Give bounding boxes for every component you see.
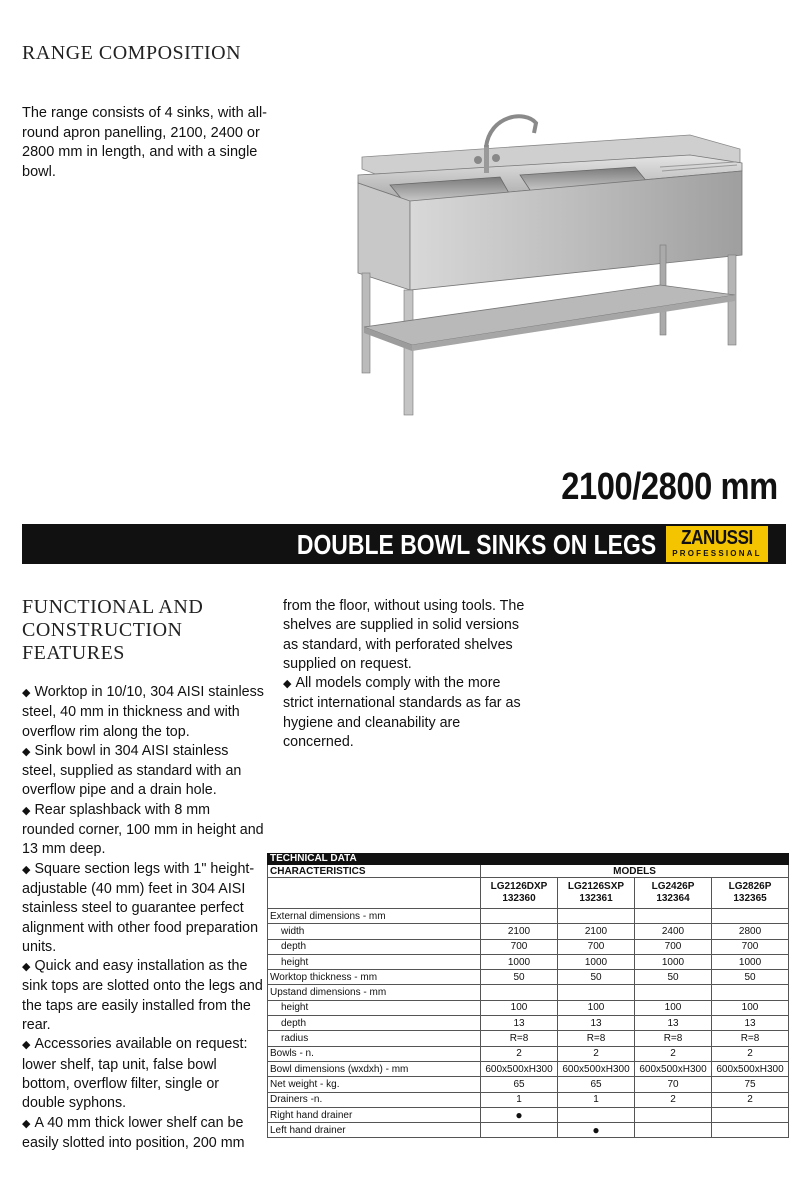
features-column-right xyxy=(283,597,528,752)
model-cell: LG2426P 132364 xyxy=(635,878,712,909)
value-cell: 2100 xyxy=(481,924,558,939)
table-row xyxy=(268,1107,789,1122)
table-row xyxy=(268,1061,789,1076)
value-cell: 2 xyxy=(712,1046,789,1061)
value-cell xyxy=(712,1123,789,1138)
value-cell xyxy=(635,985,712,1000)
sink-product-image xyxy=(350,105,760,425)
value-cell: 13 xyxy=(481,1016,558,1031)
row-label: Worktop thickness - mm xyxy=(268,970,481,985)
value-cell: 65 xyxy=(558,1077,635,1092)
value-cell xyxy=(558,985,635,1000)
diamond-icon: ◆ xyxy=(22,863,31,876)
row-label: depth xyxy=(268,1016,481,1031)
feature-item: ◆ All models comply with the more strict international standards as far as hygiene and cleanability are concerned. xyxy=(283,675,521,751)
diamond-icon: ◆ xyxy=(22,961,31,974)
feature-item: ◆ Quick and easy installation as the sink tops are slotted onto the legs and the taps are easily installed from the rear. xyxy=(22,958,263,1034)
table-row xyxy=(268,954,789,969)
technical-data-table xyxy=(267,853,789,1138)
logo-subtext: PROFESSIONAL xyxy=(672,549,762,558)
value-cell: 1000 xyxy=(481,954,558,969)
value-cell: 1000 xyxy=(712,954,789,969)
value-cell: 700 xyxy=(712,939,789,954)
value-cell: 13 xyxy=(712,1016,789,1031)
value-cell: 2800 xyxy=(712,924,789,939)
diamond-icon: ◆ xyxy=(22,1117,31,1130)
feature-item: ◆ Accessories available on request: lower shelf, tap unit, false bowl bottom, overflow filter, single or double syphons. xyxy=(22,1036,248,1112)
characteristics-header: CHARACTERISTICS xyxy=(268,865,481,878)
product-title: DOUBLE BOWL SINKS ON LEGS xyxy=(296,529,656,560)
model-cell: LG2126DXP 132360 xyxy=(481,878,558,909)
feature-item: ◆ Square section legs with 1" height-adjustable (40 mm) feet in 304 AISI stainless steel to guarantee perfect alignment with other food preparation units. xyxy=(22,860,259,955)
value-cell: 2100 xyxy=(558,924,635,939)
value-cell: 13 xyxy=(635,1016,712,1031)
size-range-title: 2100/2800 mm xyxy=(561,466,778,508)
value-cell: 2 xyxy=(712,1092,789,1107)
model-cell: LG2126SXP 132361 xyxy=(558,878,635,909)
value-cell: 50 xyxy=(558,970,635,985)
value-cell xyxy=(558,1107,635,1122)
row-label: width xyxy=(268,924,481,939)
value-cell: 1 xyxy=(558,1092,635,1107)
features-column-left xyxy=(22,683,264,1153)
value-cell: 2 xyxy=(635,1092,712,1107)
value-cell xyxy=(635,1107,712,1122)
diamond-icon: ◆ xyxy=(22,745,31,758)
value-cell: 50 xyxy=(635,970,712,985)
table-row xyxy=(268,985,789,1000)
value-cell: 600x500xH300 xyxy=(558,1061,635,1076)
value-cell: 2400 xyxy=(635,924,712,939)
row-label: Left hand drainer xyxy=(268,1123,481,1138)
row-label: Upstand dimensions - mm xyxy=(268,985,481,1000)
value-cell: 2 xyxy=(481,1046,558,1061)
value-cell: 2 xyxy=(635,1046,712,1061)
value-cell: 65 xyxy=(481,1077,558,1092)
row-label: External dimensions - mm xyxy=(268,909,481,924)
row-label: Drainers -n. xyxy=(268,1092,481,1107)
row-label: radius xyxy=(268,1031,481,1046)
diamond-icon: ◆ xyxy=(22,804,31,817)
diamond-icon: ◆ xyxy=(22,1039,31,1052)
features-title: FUNCTIONAL AND CONSTRUCTION FEATURES xyxy=(22,596,204,664)
table-row xyxy=(268,1092,789,1107)
value-cell: 100 xyxy=(481,1000,558,1015)
feature-item: ◆ Sink bowl in 304 AISI stainless steel, supplied as standard with an overflow pipe and a drain hole. xyxy=(22,742,242,799)
value-cell: 600x500xH300 xyxy=(712,1061,789,1076)
feature-continuation: from the floor, without using tools. The shelves are supplied in solid versions as standard, with perforated shelves supplied on request. xyxy=(283,598,525,672)
table-row xyxy=(268,1046,789,1061)
range-composition-title: RANGE COMPOSITION xyxy=(22,42,242,64)
value-cell: 70 xyxy=(635,1077,712,1092)
row-label: height xyxy=(268,954,481,969)
range-composition-text: The range consists of 4 sinks, with all-round apron panelling, 2100, 2400 or 2800 mm in length, and with a single bowl. xyxy=(22,105,267,180)
value-cell: 1 xyxy=(481,1092,558,1107)
table-row xyxy=(268,1016,789,1031)
value-cell: 600x500xH300 xyxy=(481,1061,558,1076)
table-row xyxy=(268,909,789,924)
value-cell xyxy=(481,909,558,924)
technical-data-body xyxy=(268,909,789,1138)
value-cell: 13 xyxy=(558,1016,635,1031)
value-cell: 50 xyxy=(712,970,789,985)
diamond-icon: ◆ xyxy=(283,678,292,691)
drainer-dot-cell: ● xyxy=(481,1107,558,1122)
value-cell: 600x500xH300 xyxy=(635,1061,712,1076)
value-cell: 2 xyxy=(558,1046,635,1061)
value-cell: 700 xyxy=(481,939,558,954)
product-title-band xyxy=(22,524,786,564)
value-cell xyxy=(712,1107,789,1122)
zanussi-logo xyxy=(666,526,768,562)
logo-text: ZANUSSI xyxy=(681,527,753,549)
value-cell: R=8 xyxy=(558,1031,635,1046)
table-row xyxy=(268,1031,789,1046)
value-cell: R=8 xyxy=(635,1031,712,1046)
row-label: height xyxy=(268,1000,481,1015)
value-cell: 700 xyxy=(558,939,635,954)
row-label: Bowls - n. xyxy=(268,1046,481,1061)
models-header: MODELS xyxy=(481,865,789,878)
value-cell: R=8 xyxy=(481,1031,558,1046)
value-cell xyxy=(558,909,635,924)
row-label: Net weight - kg. xyxy=(268,1077,481,1092)
table-row xyxy=(268,924,789,939)
diamond-icon: ◆ xyxy=(22,687,31,699)
feature-item: ◆ A 40 mm thick lower shelf can be easily slotted into position, 200 mm xyxy=(22,1114,245,1151)
table-header-row xyxy=(268,865,789,878)
table-row xyxy=(268,1077,789,1092)
table-row xyxy=(268,1000,789,1015)
value-cell: 700 xyxy=(635,939,712,954)
row-label: Bowl dimensions (wxdxh) - mm xyxy=(268,1061,481,1076)
value-cell: 75 xyxy=(712,1077,789,1092)
models-row-label xyxy=(268,878,481,909)
row-label: depth xyxy=(268,939,481,954)
technical-data-title: TECHNICAL DATA xyxy=(268,854,789,865)
value-cell: 1000 xyxy=(558,954,635,969)
drainer-dot-cell: ● xyxy=(558,1123,635,1138)
feature-item: ◆ Rear splashback with 8 mm rounded corner, 100 mm in height and 13 mm deep. xyxy=(22,801,264,858)
value-cell xyxy=(481,985,558,1000)
value-cell xyxy=(635,909,712,924)
table-row xyxy=(268,970,789,985)
feature-item: ◆ Worktop in 10/10, 304 AISI stainless steel, 40 mm in thickness and with overflow rim along the top. xyxy=(22,684,264,740)
models-row xyxy=(268,878,789,909)
value-cell xyxy=(712,909,789,924)
value-cell xyxy=(635,1123,712,1138)
table-row xyxy=(268,939,789,954)
table-row xyxy=(268,1123,789,1138)
value-cell: 100 xyxy=(712,1000,789,1015)
row-label: Right hand drainer xyxy=(268,1107,481,1122)
value-cell xyxy=(481,1123,558,1138)
value-cell: R=8 xyxy=(712,1031,789,1046)
value-cell xyxy=(712,985,789,1000)
value-cell: 100 xyxy=(635,1000,712,1015)
model-cell: LG2826P 132365 xyxy=(712,878,789,909)
value-cell: 100 xyxy=(558,1000,635,1015)
table-title-row xyxy=(268,854,789,865)
value-cell: 1000 xyxy=(635,954,712,969)
value-cell: 50 xyxy=(481,970,558,985)
